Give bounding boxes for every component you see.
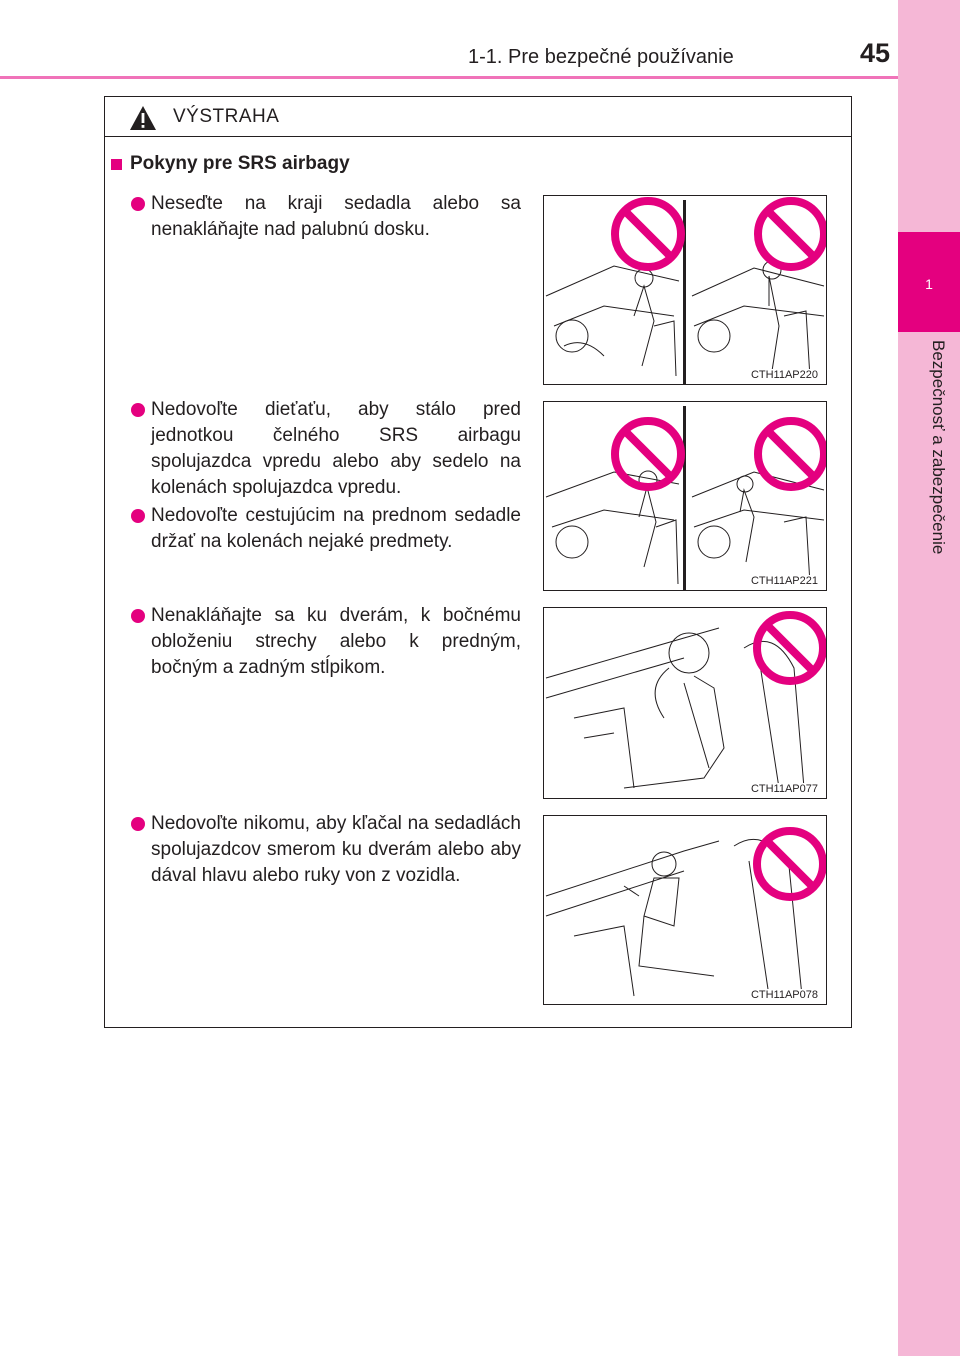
list-item-text: Nenakláňajte sa ku dverám, k bočnému obloženiu strechy alebo k predným, bočným a zadným stĺpikom.: [151, 605, 521, 678]
list-item-text: Neseďte na kraji sedadla alebo sa nenakláňajte nad palubnú dosku.: [151, 193, 521, 240]
list-item: [131, 603, 521, 681]
prohibited-icon: [757, 831, 823, 897]
warning-box: [104, 96, 852, 1028]
warning-triangle-icon: [129, 105, 157, 131]
prohibited-icon: [757, 615, 823, 681]
page-number: 45: [859, 38, 890, 68]
header-divider: [0, 76, 898, 79]
illustration-code: CTH11AP221: [750, 575, 818, 587]
list-item: [131, 811, 521, 889]
round-bullet-icon: [131, 509, 145, 523]
page-header-title: 1-1. Pre bezpečné používanie: [468, 46, 734, 68]
illustration-lean-dashboard: [543, 195, 827, 385]
prohibited-icon: [615, 201, 681, 267]
illustration-kneel-seat: [543, 815, 827, 1005]
illustration-code: CTH11AP078: [750, 989, 818, 1001]
round-bullet-icon: [131, 609, 145, 623]
section-title: [105, 153, 350, 175]
chapter-label: Bezpečnosť a zabezpečenie: [929, 340, 948, 555]
list-item: [131, 191, 521, 243]
round-bullet-icon: [131, 817, 145, 831]
list-item: [131, 503, 521, 555]
warning-label: VÝSTRAHA: [173, 106, 280, 127]
round-bullet-icon: [131, 197, 145, 211]
chapter-side-tab: [898, 0, 960, 1356]
round-bullet-icon: [131, 403, 145, 417]
prohibited-icon: [615, 421, 681, 487]
list-item-text: Nedovoľte cestujúcim na prednom sedadle držať na kolenách nejaké predmety.: [151, 505, 521, 552]
list-item-text: Nedovoľte dieťaťu, aby stálo pred jednotkou čelného SRS airbagu spolujazdca vpredu alebo aby sedelo na kolenách spolujazdca vpredu.: [151, 399, 521, 498]
square-bullet-icon: [111, 159, 122, 170]
illustration-code: CTH11AP220: [750, 369, 818, 381]
illustration-lean-door: [543, 607, 827, 799]
illustration-code: CTH11AP077: [750, 783, 818, 795]
warning-header: [105, 97, 851, 137]
prohibited-icon: [758, 421, 824, 487]
list-item-text: Nedovoľte nikomu, aby kľačal na sedadlách spolujazdcov smerom ku dverám alebo aby dával hlavu alebo ruky von z vozidla.: [151, 813, 521, 886]
section-title-text: Pokyny pre SRS airbagy: [130, 153, 350, 174]
prohibited-icon: [758, 201, 824, 267]
list-item: [131, 397, 521, 501]
illustration-child-front-seat: [543, 401, 827, 591]
chapter-number: 1: [925, 276, 933, 292]
